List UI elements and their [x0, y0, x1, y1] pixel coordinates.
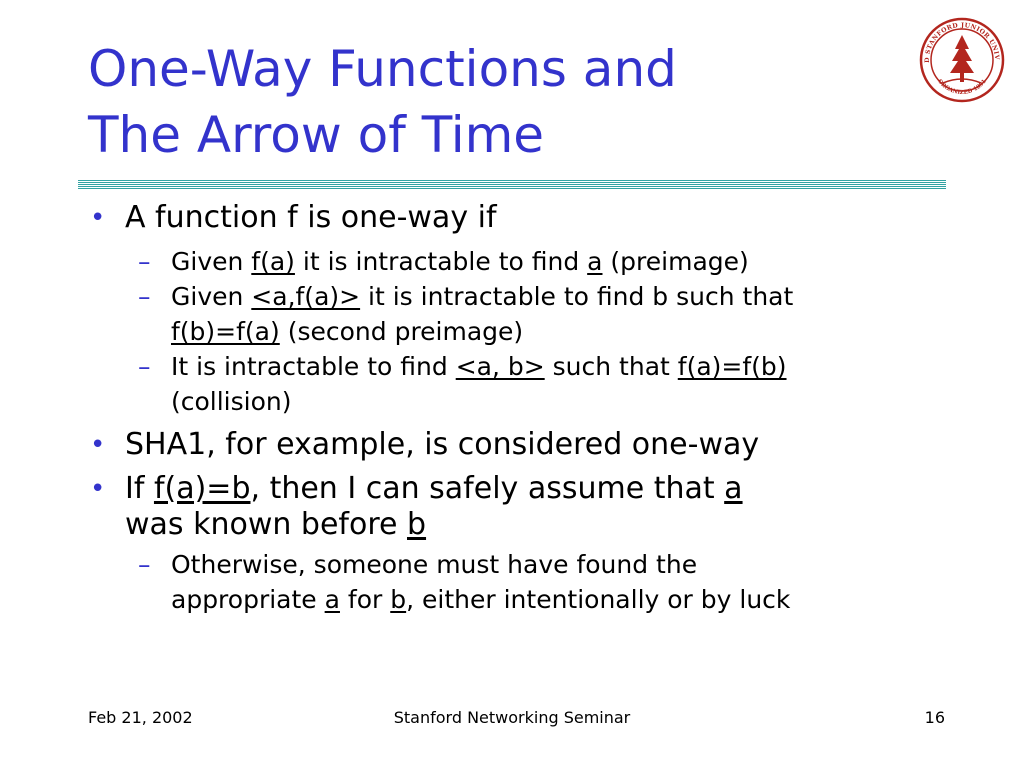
bullet-3-equation: f(a)=b	[153, 471, 251, 506]
sub-bullet-3-1-text-c: for	[339, 585, 391, 614]
sub-bullet-1-2	[0, 279, 1024, 349]
bullet-3-text-c: was known before	[125, 507, 407, 542]
sub-bullet-1-3-pair: <a, b>	[455, 352, 545, 381]
slide-body	[0, 200, 1024, 617]
svg-text:ORGANIZED 1891: ORGANIZED 1891	[936, 78, 988, 96]
sub-bullet-1-1-term: f(a)	[251, 247, 295, 276]
sub-bullet-1-1-text-a: Given	[171, 247, 252, 276]
bullet-dot-icon: •	[90, 430, 106, 460]
title-underline-rule	[78, 180, 946, 189]
sub-bullet-1-2-text-c: (second preimage)	[279, 317, 524, 346]
footer-date: Feb 21, 2002	[88, 708, 193, 727]
slide-footer	[0, 708, 1024, 732]
dash-icon: –	[138, 282, 151, 311]
sub-bullet-3-1-var-b: b	[390, 585, 407, 614]
sub-bullet-1-1-var: a	[587, 247, 603, 276]
sub-bullet-1-3	[0, 349, 1024, 419]
seal-icon	[919, 17, 1005, 103]
dash-icon: –	[138, 550, 151, 579]
bullet-dot-icon: •	[90, 474, 106, 504]
sub-bullet-1-3-text-b: such that	[544, 352, 678, 381]
sub-bullet-3-1-text-b: appropriate	[171, 585, 325, 614]
stanford-seal-logo	[919, 17, 1005, 103]
sub-bullet-1-2-term: <a,f(a)>	[251, 282, 361, 311]
svg-text:LELAND STANFORD JUNIOR UNIVERS: D STANFORD JUNIOR UNIV	[923, 21, 1001, 63]
bullet-2	[0, 427, 1024, 463]
slide-title	[88, 36, 677, 168]
bullet-3	[0, 471, 1024, 543]
sub-bullet-3-1-var-a: a	[324, 585, 340, 614]
sub-bullet-3-1	[0, 547, 1024, 617]
bullet-3-text-a: If	[125, 471, 154, 506]
bullet-1-text: A function f is one-way if	[125, 200, 497, 235]
sub-bullet-1-1-text-b: it is intractable to find	[294, 247, 588, 276]
sub-bullet-1-3-text-c: (collision)	[171, 387, 292, 416]
bullet-3-text-b: , then I can safely assume that	[250, 471, 725, 506]
bullet-2-text: SHA1, for example, is considered one-way	[125, 427, 760, 462]
dash-icon: –	[138, 247, 151, 276]
sub-bullet-1-2-equation: f(b)=f(a)	[171, 317, 280, 346]
sub-bullet-1-1	[0, 244, 1024, 279]
sub-bullet-1-3-text-a: It is intractable to find	[171, 352, 456, 381]
dash-icon: –	[138, 352, 151, 381]
footer-event-name: Stanford Networking Seminar	[393, 708, 631, 727]
sub-bullet-1-3-equation: f(a)=f(b)	[677, 352, 787, 381]
page-number: 16	[924, 708, 945, 727]
sub-bullet-1-2-text-a: Given	[171, 282, 252, 311]
bullet-3-var-b: b	[407, 507, 427, 542]
sub-bullet-1-2-text-b: it is intractable to find b such that	[360, 282, 794, 311]
bullet-3-var-a: a	[724, 471, 743, 506]
sub-bullet-3-1-text-d: , either intentionally or by luck	[406, 585, 791, 614]
slide-title-line-2: The Arrow of Time	[88, 106, 545, 164]
bullet-1	[0, 200, 1024, 236]
sub-bullet-3-1-text-a: Otherwise, someone must have found the	[171, 550, 698, 579]
slide-title-line-1: One-Way Functions and	[88, 40, 677, 98]
sub-bullet-1-1-text-c: (preimage)	[602, 247, 749, 276]
bullet-dot-icon: •	[90, 203, 106, 233]
